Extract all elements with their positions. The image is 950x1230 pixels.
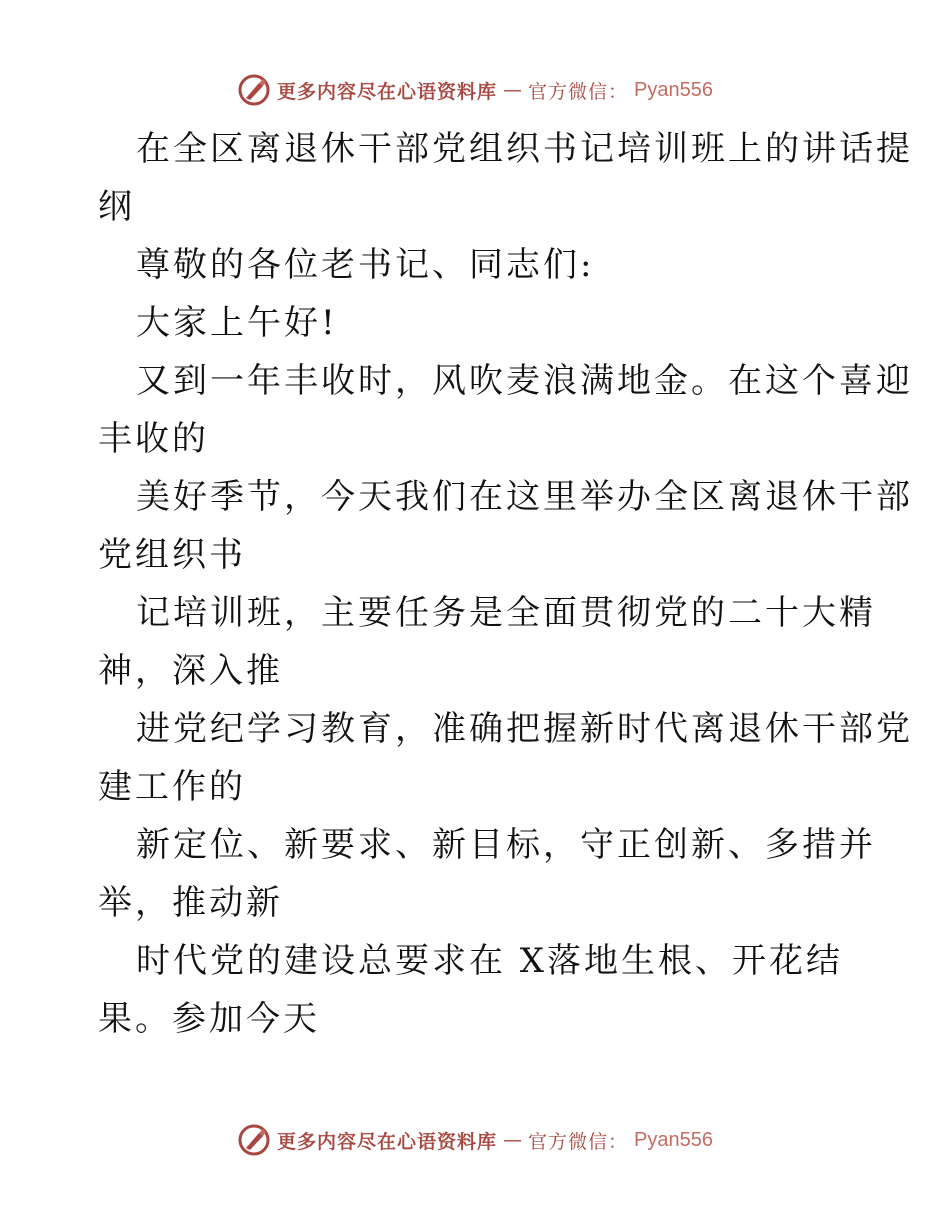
text-line: 神，深入推 (98, 651, 283, 691)
text-line: 果。参加今天 (98, 999, 320, 1039)
text-line: 建工作的 (98, 767, 246, 807)
text-line: 新定位、新要求、新目标，守正创新、多措并 (136, 825, 876, 865)
text-line: 大家上午好! (136, 303, 338, 343)
text-line: 记培训班，主要任务是全面贯彻党的二十大精 (136, 593, 876, 633)
footer-watermark (0, 1120, 950, 1160)
watermark-dash: — (503, 79, 523, 101)
watermark-brand: 更多内容尽在心语资料库 (277, 1130, 498, 1153)
text-line: 尊敬的各位老书记、同志们: (136, 245, 595, 285)
text-line: 美好季节，今天我们在这里举办全区离退休干部 (136, 477, 913, 517)
watermark-wechat-label: 官方微信： (528, 1130, 629, 1153)
watermark-handle: Pyan556 (634, 1128, 713, 1151)
watermark-handle: Pyan556 (634, 78, 713, 101)
pen-logo-icon (237, 73, 271, 107)
text-line: 纲 (98, 187, 135, 227)
text-line: 又到一年丰收时，风吹麦浪满地金。在这个喜迎 (136, 361, 913, 401)
document-body (98, 120, 913, 1048)
watermark-dash: — (503, 1129, 523, 1151)
text-line: 进党纪学习教育，准确把握新时代离退休干部党 (136, 709, 913, 749)
text-line: 党组织书 (98, 535, 246, 575)
header-watermark (0, 70, 950, 110)
text-line: 时代党的建设总要求在 X落地生根、开花结 (136, 941, 844, 981)
text-line: 在全区离退休干部党组织书记培训班上的讲话提 (136, 129, 913, 169)
pen-logo-icon (237, 1123, 271, 1157)
watermark-brand: 更多内容尽在心语资料库 (277, 80, 498, 103)
text-line: 丰收的 (98, 419, 209, 459)
watermark-wechat-label: 官方微信： (528, 80, 629, 103)
text-line: 举，推动新 (98, 883, 283, 923)
